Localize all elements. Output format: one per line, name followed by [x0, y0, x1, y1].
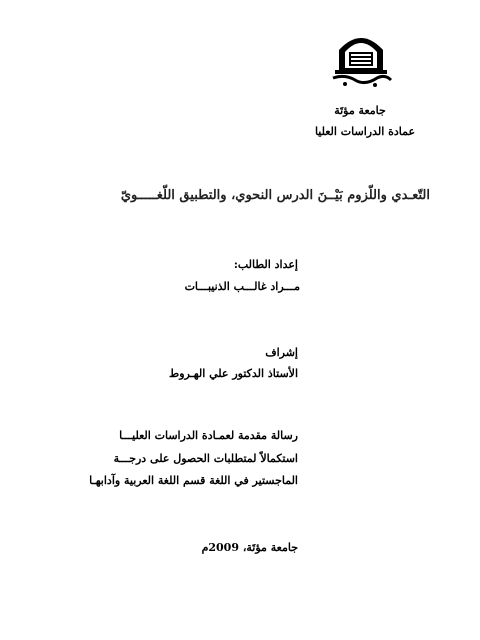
thesis-title: التّعـدي واللّزوم بَيْــنَ الدرس النحوي، والتطبيق اللّغـــــويّ: [120, 188, 430, 203]
thesis-statement-line: الماجستير في اللغة قسم اللغة العربية وآدابهـا: [89, 474, 298, 487]
deanship-name: عمادة الدراسات العليا: [314, 125, 416, 138]
supervision-label: إشراف: [265, 346, 298, 359]
university-year: جامعة مؤتَة، 2009م: [201, 541, 298, 554]
university-logo: [325, 28, 397, 88]
supervisor-name: الأستاذ الدكتور علي الهـروط: [169, 367, 298, 380]
prepared-by-label: إعداد الطالب:: [233, 258, 298, 271]
thesis-statement-line: استكمالاً لمتطلبات الحصول على درجـــة: [113, 452, 298, 465]
thesis-statement-line: رسالة مقدمة لعمـادة الدراسات العليـــا: [119, 429, 298, 442]
student-name: مـــراد غالـــب الذنيبـــات: [184, 280, 300, 293]
university-name: جامعة مؤتَة: [334, 104, 386, 117]
